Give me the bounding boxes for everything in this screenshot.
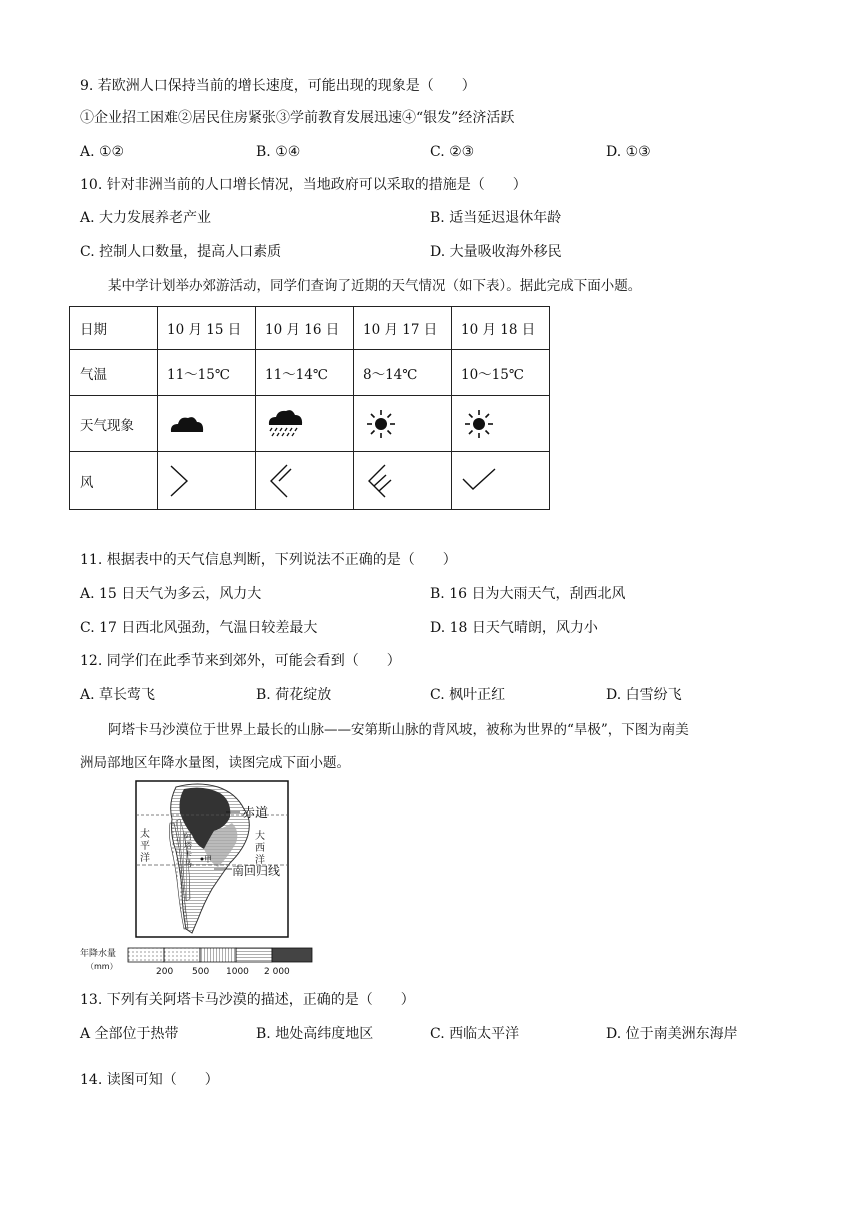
weather-table	[69, 306, 550, 510]
legend-title: 年降水量	[80, 949, 117, 959]
atlantic-label-3: 洋	[255, 855, 265, 866]
temp-cell: 8～14℃	[354, 350, 452, 396]
q13-stem: 13. 下列有关阿塔卡马沙漠的描述，正确的是（ ）	[80, 992, 415, 1008]
date-cell: 10 月 18 日	[452, 307, 550, 350]
equator-label: 赤道	[242, 806, 269, 821]
q11-option-d: D. 18 日天气晴朗，风力小	[430, 620, 598, 636]
sunny-icon	[452, 396, 550, 452]
q10-option-b: B. 适当延迟退休年龄	[430, 210, 562, 226]
q13-option-b: B. 地处高纬度地区	[256, 1026, 374, 1042]
q10-option-d: D. 大量吸收海外移民	[430, 244, 562, 260]
q12-option-d: D. 白雪纷飞	[606, 687, 682, 703]
q12-option-c: C. 枫叶正红	[430, 687, 506, 703]
wind-symbol-icon	[354, 452, 452, 510]
q13-option-c: C. 西临太平洋	[430, 1026, 520, 1042]
south-america-precipitation-map	[80, 779, 320, 977]
atacama-label-3: 卡	[184, 850, 192, 859]
legend-unit: （mm）	[86, 962, 118, 971]
pacific-label-2: 平	[140, 841, 150, 852]
date-cell: 10 月 15 日	[158, 307, 256, 350]
date-cell: 10 月 16 日	[256, 307, 354, 350]
date-cell: 10 月 17 日	[354, 307, 452, 350]
row-header-date: 日期	[70, 307, 158, 350]
intro-atacama-line1: 阿塔卡马沙漠位于世界上最长的山脉——安第斯山脉的背风坡，被称为世界的“旱极”，下图为南美	[108, 722, 689, 738]
atlantic-label-1: 大	[255, 831, 265, 842]
table-row	[70, 396, 550, 452]
wind-symbol-icon	[452, 452, 550, 510]
jia-label: 甲	[204, 855, 212, 864]
q9-items: ①企业招工困难②居民住房紧张③学前教育发展迅速④“银发”经济活跃	[80, 110, 515, 126]
cloudy-icon	[158, 396, 256, 452]
legend-tick: 200	[156, 967, 174, 977]
q12-stem: 12. 同学们在此季节来到郊外，可能会看到（ ）	[80, 653, 401, 669]
q11-option-a: A. 15 日天气为多云，风力大	[80, 586, 262, 602]
sunny-icon	[354, 396, 452, 452]
atlantic-label-2: 西	[255, 843, 265, 854]
pacific-label-1: 太	[140, 829, 150, 840]
q9-option-a: A. ①②	[80, 144, 125, 160]
temp-cell: 11～14℃	[256, 350, 354, 396]
q13-option-a: A 全部位于热带	[80, 1026, 179, 1042]
temp-cell: 11～15℃	[158, 350, 256, 396]
intro-weather: 某中学计划举办郊游活动，同学们查询了近期的天气情况（如下表）。据此完成下面小题。	[108, 278, 642, 294]
temp-cell: 10～15℃	[452, 350, 550, 396]
wind-symbol-icon	[158, 452, 256, 510]
legend-tick: 2 000	[264, 967, 290, 977]
q11-option-b: B. 16 日为大雨天气，刮西北风	[430, 586, 626, 602]
table-row	[70, 307, 550, 350]
table-row	[70, 452, 550, 510]
q10-stem: 10. 针对非洲当前的人口增长情况，当地政府可以采取的措施是（ ）	[80, 177, 527, 193]
pacific-label-3: 洋	[140, 853, 150, 864]
q9-option-b: B. ①④	[256, 144, 301, 160]
q11-stem: 11. 根据表中的天气信息判断，下列说法不正确的是（ ）	[80, 552, 457, 568]
table-row	[70, 350, 550, 396]
row-header-wind: 风	[70, 452, 158, 510]
q9-stem: 9. 若欧洲人口保持当前的增长速度，可能出现的现象是（ ）	[80, 78, 476, 94]
q10-option-a: A. 大力发展养老产业	[80, 210, 212, 226]
q11-option-c: C. 17 日西北风强劲，气温日较差最大	[80, 620, 318, 636]
wind-symbol-icon	[256, 452, 354, 510]
heavy-rain-icon	[256, 396, 354, 452]
row-header-weather: 天气现象	[70, 396, 158, 452]
q12-option-a: A. 草长莺飞	[80, 687, 156, 703]
q10-option-c: C. 控制人口数量，提高人口素质	[80, 244, 282, 260]
tropic-label: 南回归线	[232, 864, 281, 878]
intro-atacama-line2: 洲局部地区年降水量图，读图完成下面小题。	[80, 755, 350, 771]
atacama-label-1: 阿	[184, 832, 192, 841]
legend-tick: 1000	[226, 967, 249, 977]
q13-option-d: D. 位于南美洲东海岸	[606, 1026, 738, 1042]
row-header-temp: 气温	[70, 350, 158, 396]
atacama-label-2: 塔	[184, 841, 192, 850]
q9-option-d: D. ①③	[606, 144, 651, 160]
q14-stem: 14. 读图可知（ ）	[80, 1072, 219, 1088]
q12-option-b: B. 荷花绽放	[256, 687, 332, 703]
q9-option-c: C. ②③	[430, 144, 475, 160]
atacama-label-4: 马	[184, 859, 192, 868]
legend-tick: 500	[192, 967, 210, 977]
